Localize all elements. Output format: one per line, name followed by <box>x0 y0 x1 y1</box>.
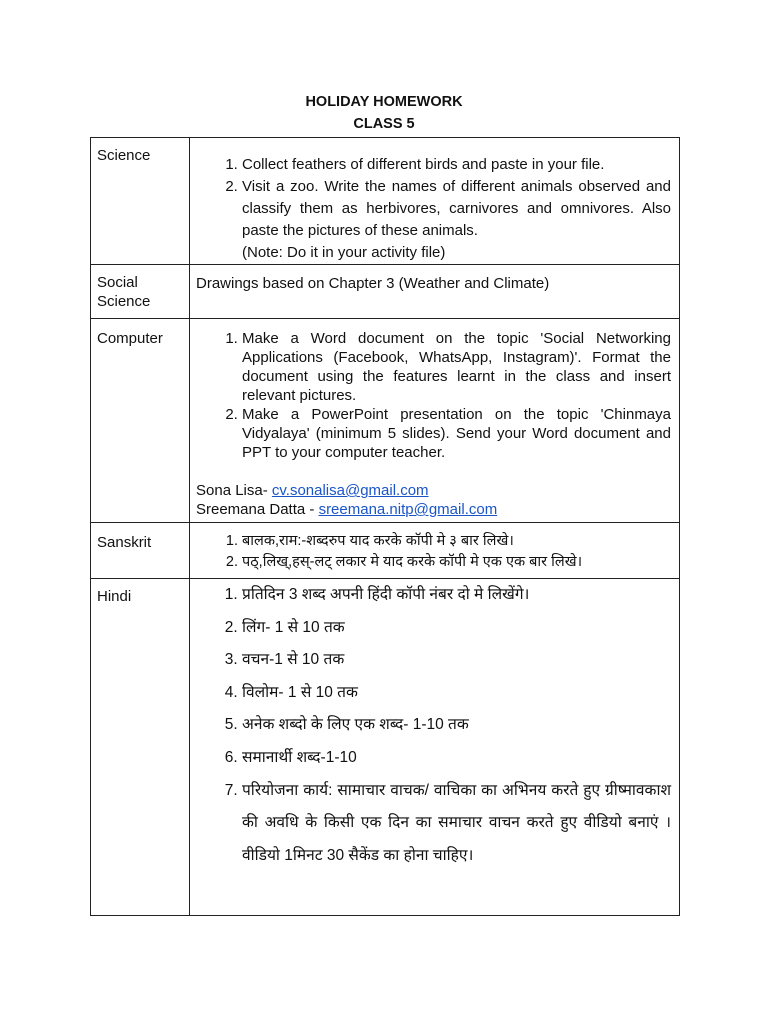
teacher-contact <box>196 500 671 519</box>
hindi-item: 2. लिंग- 1 से 10 तक <box>242 612 671 645</box>
hindi-item: 6. समानार्थी शब्द-1-10 <box>242 742 671 775</box>
class-label: CLASS 5 <box>353 116 415 132</box>
hindi-content <box>190 579 680 916</box>
document-title: HOLIDAY HOMEWORK <box>305 94 463 110</box>
teacher-name: Sona Lisa- <box>196 482 272 499</box>
social-science-subject <box>91 265 190 319</box>
science-content <box>190 138 680 265</box>
sanskrit-list <box>196 531 671 573</box>
hindi-item: 1. प्रतिदिन 3 शब्द अपनी हिंदी कॉपी नंबर दो मे लिखेंगे। <box>242 579 671 612</box>
computer-list <box>196 329 671 462</box>
teacher-contact <box>196 481 671 500</box>
homework-table <box>90 137 680 916</box>
sanskrit-item: 2. पठ्,लिख्,हस्-लट् लकार मे याद करके कॉपी मे एक एक बार लिखे। <box>242 552 671 573</box>
computer-content <box>190 319 680 523</box>
sanskrit-subject: Sanskrit <box>91 523 190 579</box>
teacher-email-link[interactable]: cv.sonalisa@gmail.com <box>271 482 429 499</box>
hindi-subject: Hindi <box>91 579 190 916</box>
computer-row <box>91 319 680 523</box>
science-subject: Science <box>91 138 190 265</box>
science-item: 2. Visit a zoo. Write the names of different animals observed and classify them as herbivores, carnivores and omnivores. Also paste the pictures of these animals. <box>242 176 671 242</box>
social-science-content: Drawings based on Chapter 3 (Weather and Climate) <box>190 265 680 319</box>
social-science-row <box>91 265 680 319</box>
social-science-subject-line1: Social <box>97 274 138 291</box>
computer-subject: Computer <box>91 319 190 523</box>
sanskrit-item: 1. बालक,राम:-शब्दरुप याद करके कॉपी मे ३ बार लिखे। <box>242 531 671 552</box>
science-item: 1. Collect feathers of different birds and paste in your file. <box>242 154 671 176</box>
science-note: (Note: Do it in your activity file) <box>242 244 446 261</box>
hindi-list <box>196 579 671 872</box>
sanskrit-row <box>91 523 680 579</box>
sanskrit-content <box>190 523 680 579</box>
hindi-item: 5. अनेक शब्दो के लिए एक शब्द- 1-10 तक <box>242 709 671 742</box>
hindi-item: 7. परियोजना कार्य: सामाचार वाचक/ वाचिका का अभिनय करते हुए ग्रीष्मावकाश की अवधि के किसी एक दिन का समाचार वाचन करते हुए वीडियो बनाएं । वीडियो 1मिनट 30 सैकेंड का होना चाहिए। <box>242 775 671 873</box>
hindi-item: 3. वचन-1 से 10 तक <box>242 644 671 677</box>
hindi-row <box>91 579 680 916</box>
computer-item: 1. Make a Word document on the topic 'Social Networking Applications (Facebook, WhatsApp, Instagram)'. Format the document using the features learnt in the class and insert relevant pictures. <box>242 329 671 405</box>
science-row <box>91 138 680 265</box>
social-science-subject-line2: Science <box>97 293 151 310</box>
teacher-email-link[interactable]: sreemana.nitp@gmail.com <box>318 501 498 518</box>
hindi-item: 4. विलोम- 1 से 10 तक <box>242 677 671 710</box>
computer-item: 2. Make a PowerPoint presentation on the topic 'Chinmaya Vidyalaya' (minimum 5 slides). Send your Word document and PPT to your computer teacher. <box>242 405 671 462</box>
science-list <box>196 154 671 242</box>
teacher-name: Sreemana Datta - <box>196 501 319 518</box>
